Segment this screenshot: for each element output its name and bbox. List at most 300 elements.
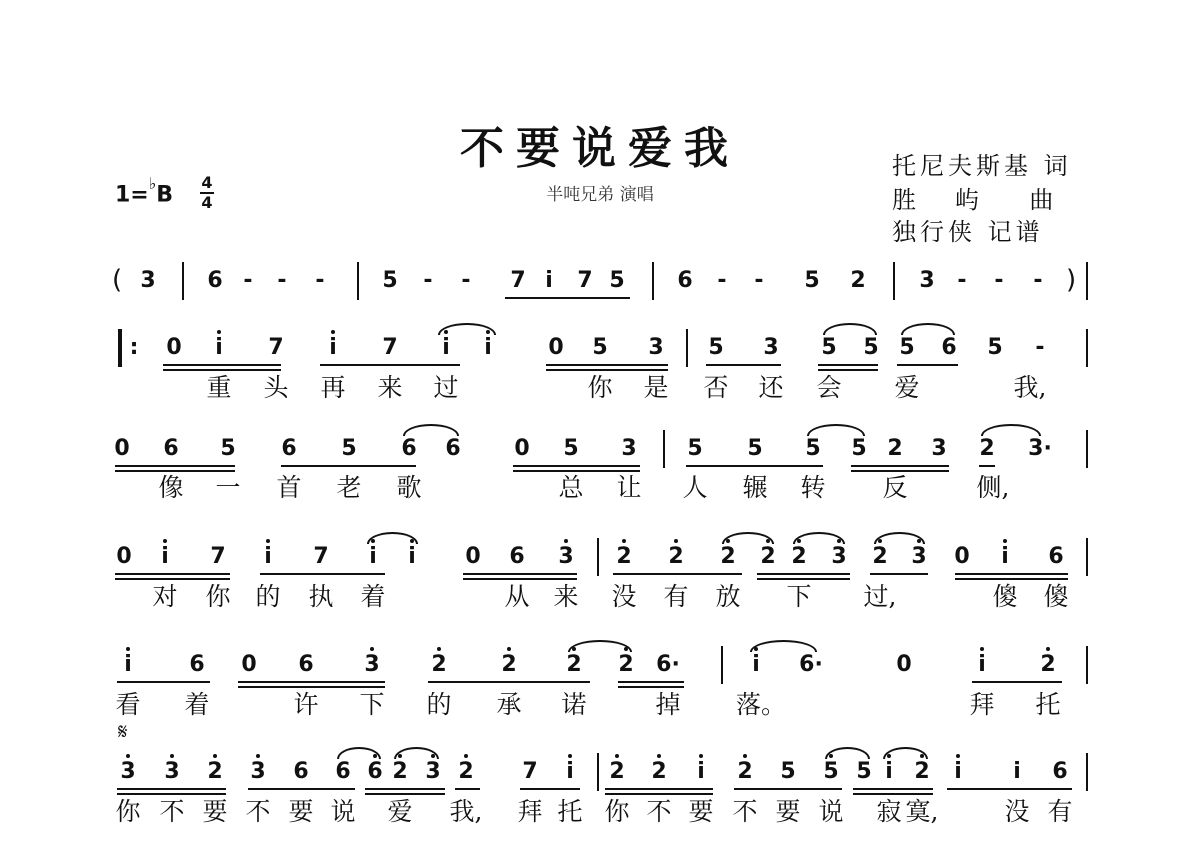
jianpu-note: 5 xyxy=(805,436,821,461)
lyric-syllable: 首 xyxy=(276,473,302,502)
duration-underline xyxy=(706,364,781,366)
lyric-syllable: 下 xyxy=(359,690,385,719)
jianpu-note: - xyxy=(243,268,253,293)
duration-underline xyxy=(818,369,878,371)
lyric-syllable: 没 xyxy=(1004,797,1030,826)
jianpu-note: 3 xyxy=(831,544,847,569)
barline xyxy=(182,262,184,300)
jianpu-note: 3 xyxy=(648,335,664,360)
lyric-syllable: 不 xyxy=(245,797,271,826)
lyric-syllable: 着 xyxy=(184,690,210,719)
tie-slur xyxy=(337,747,381,759)
duration-underline xyxy=(853,788,933,790)
duration-underline xyxy=(163,364,281,366)
lyric-syllable: 要 xyxy=(688,797,714,826)
duration-underline xyxy=(947,788,1072,790)
jianpu-note: 6 xyxy=(677,268,693,293)
duration-underline xyxy=(546,369,668,371)
jianpu-note: 0 xyxy=(166,335,182,360)
duration-underline xyxy=(618,686,684,688)
lyric-syllable: 要 xyxy=(202,797,228,826)
lyric-syllable: 要 xyxy=(775,797,801,826)
jianpu-note: 5 xyxy=(609,268,625,293)
tie-slur xyxy=(438,323,496,335)
jianpu-note: 6 xyxy=(1048,544,1064,569)
jianpu-note: 2 xyxy=(887,436,903,461)
octave-dot xyxy=(217,330,221,334)
barline xyxy=(1086,646,1088,684)
jianpu-note: 3· xyxy=(1028,436,1052,461)
jianpu-note: 3 xyxy=(558,544,574,569)
lyric-syllable: 是 xyxy=(643,373,669,402)
lyric-syllable: 过, xyxy=(863,582,897,611)
lyric-syllable: 我, xyxy=(449,797,483,826)
jianpu-note: 3 xyxy=(164,759,180,784)
repeat-dots: : xyxy=(129,335,139,360)
duration-underline xyxy=(238,681,385,683)
jianpu-note: 6 xyxy=(445,436,461,461)
jianpu-note: 5 xyxy=(851,436,867,461)
lyric-syllable: 总 xyxy=(558,473,584,502)
lyric-syllable: 你 xyxy=(604,797,630,826)
jianpu-note: 2 xyxy=(566,652,582,677)
octave-dot xyxy=(657,754,661,758)
duration-underline xyxy=(365,788,445,790)
tie-slur xyxy=(901,323,955,335)
barline xyxy=(893,262,895,300)
barline xyxy=(721,646,723,684)
duration-underline xyxy=(613,573,742,575)
duration-underline xyxy=(117,681,210,683)
lyric-syllable: 拜 xyxy=(969,690,995,719)
duration-underline xyxy=(281,465,416,467)
jianpu-note: 5 xyxy=(687,436,703,461)
jianpu-note: 3 xyxy=(621,436,637,461)
jianpu-note: 7 xyxy=(522,759,538,784)
jianpu-note: i xyxy=(484,335,492,360)
jianpu-note: 2 xyxy=(651,759,667,784)
jianpu-note: i xyxy=(545,268,553,293)
tie-slur xyxy=(367,532,418,544)
duration-underline xyxy=(853,793,933,795)
duration-underline xyxy=(428,681,590,683)
jianpu-note: 7 xyxy=(382,335,398,360)
duration-underline xyxy=(955,573,1068,575)
lyric-syllable: 不 xyxy=(732,797,758,826)
duration-underline xyxy=(851,465,949,467)
jianpu-note: 7 xyxy=(510,268,526,293)
lyric-syllable: 看 xyxy=(115,690,141,719)
jianpu-note: 2 xyxy=(616,544,632,569)
octave-dot xyxy=(568,754,572,758)
transcriber-credit: 独行侠 记谱 xyxy=(892,218,1044,246)
barline xyxy=(1086,329,1088,367)
duration-underline xyxy=(605,793,713,795)
jianpu-note: 3 xyxy=(364,652,380,677)
octave-dot xyxy=(956,754,960,758)
jianpu-note: 2 xyxy=(791,544,807,569)
duration-underline xyxy=(851,470,949,472)
duration-underline xyxy=(897,364,958,366)
duration-underline xyxy=(505,297,630,299)
jianpu-note: i xyxy=(264,544,272,569)
barline xyxy=(1086,262,1088,300)
jianpu-note: 6 xyxy=(941,335,957,360)
lyric-syllable: 来 xyxy=(377,373,403,402)
jianpu-note: 2 xyxy=(914,759,930,784)
duration-underline xyxy=(115,573,230,575)
jianpu-note: - xyxy=(1035,335,1045,360)
jianpu-note: 0 xyxy=(896,652,912,677)
lyric-syllable: 像 xyxy=(158,473,184,502)
lyric-syllable: 让 xyxy=(616,473,642,502)
lyric-syllable: 来 xyxy=(553,582,579,611)
jianpu-note: 5 xyxy=(821,335,837,360)
tie-slur xyxy=(750,640,817,652)
jianpu-note: i xyxy=(978,652,986,677)
jianpu-note: i xyxy=(885,759,893,784)
jianpu-note: 7 xyxy=(210,544,226,569)
lyric-syllable: 托 xyxy=(557,797,583,826)
song-title: 不要说爱我 xyxy=(460,123,740,174)
duration-underline xyxy=(463,573,577,575)
octave-dot xyxy=(507,647,511,651)
lyric-syllable: 一 xyxy=(215,473,241,502)
jianpu-note: i xyxy=(369,544,377,569)
duration-underline xyxy=(248,788,355,790)
jianpu-note: 6 xyxy=(367,759,383,784)
jianpu-note: i xyxy=(161,544,169,569)
jianpu-note: 3 xyxy=(763,335,779,360)
duration-underline xyxy=(163,369,281,371)
lyricist-credit: 托尼夫斯基 词 xyxy=(892,152,1072,180)
duration-underline xyxy=(686,465,823,467)
octave-dot xyxy=(564,539,568,543)
lyric-syllable: 你 xyxy=(205,582,231,611)
jianpu-note: - xyxy=(754,268,764,293)
jianpu-note: 3 xyxy=(425,759,441,784)
jianpu-note: 5 xyxy=(780,759,796,784)
intro-close-paren: ) xyxy=(1066,265,1077,295)
duration-underline xyxy=(870,573,928,575)
jianpu-note: - xyxy=(277,268,287,293)
duration-underline xyxy=(117,788,226,790)
jianpu-note: 5 xyxy=(592,335,608,360)
flat-sign: ♭ xyxy=(148,174,157,193)
jianpu-note: i xyxy=(1001,544,1009,569)
jianpu-note: i xyxy=(1013,759,1021,784)
time-sig-top: 4 xyxy=(201,173,213,192)
lyric-syllable: 有 xyxy=(663,582,689,611)
time-sig-bottom: 4 xyxy=(201,193,213,212)
lyric-syllable: 的 xyxy=(255,582,281,611)
jianpu-note: 5 xyxy=(747,436,763,461)
octave-dot xyxy=(213,754,217,758)
jianpu-note: i xyxy=(697,759,705,784)
jianpu-note: i xyxy=(752,652,760,677)
jianpu-note: 6 xyxy=(293,759,309,784)
lyric-syllable: 转 xyxy=(800,473,826,502)
jianpu-note: 2 xyxy=(207,759,223,784)
jianpu-note: 0 xyxy=(465,544,481,569)
jianpu-note: 5 xyxy=(899,335,915,360)
tie-slur xyxy=(874,532,925,544)
duration-underline xyxy=(818,364,878,366)
tie-slur xyxy=(807,424,865,436)
lyric-syllable: 的 xyxy=(426,690,452,719)
duration-underline xyxy=(320,364,460,366)
jianpu-note: i xyxy=(215,335,223,360)
duration-underline xyxy=(972,681,1062,683)
jianpu-note: 3 xyxy=(250,759,266,784)
tie-slur xyxy=(981,424,1041,436)
lyric-syllable: 没 xyxy=(611,582,637,611)
octave-dot xyxy=(170,754,174,758)
jianpu-note: - xyxy=(461,268,471,293)
octave-dot xyxy=(1003,539,1007,543)
jianpu-note: i xyxy=(329,335,337,360)
tie-slur xyxy=(825,747,870,759)
jianpu-note: 2 xyxy=(760,544,776,569)
jianpu-note: 3 xyxy=(911,544,927,569)
octave-dot xyxy=(163,539,167,543)
duration-underline xyxy=(463,578,577,580)
jianpu-note: 0 xyxy=(116,544,132,569)
duration-underline xyxy=(513,470,640,472)
lyric-syllable: 老 xyxy=(336,473,362,502)
duration-underline xyxy=(757,573,850,575)
jianpu-note: 2 xyxy=(737,759,753,784)
jianpu-note: 6 xyxy=(163,436,179,461)
barline xyxy=(597,753,599,791)
duration-underline xyxy=(365,793,445,795)
octave-dot xyxy=(743,754,747,758)
jianpu-note: 6 xyxy=(509,544,525,569)
jianpu-note: 2 xyxy=(668,544,684,569)
lyric-syllable: 有 xyxy=(1047,797,1073,826)
lyric-syllable: 会 xyxy=(816,373,842,402)
barline xyxy=(1086,753,1088,791)
barline xyxy=(597,538,599,576)
barline xyxy=(652,262,654,300)
tie-slur xyxy=(403,424,459,436)
jianpu-note: 5 xyxy=(708,335,724,360)
barline xyxy=(686,329,688,367)
lyric-syllable: 傻 xyxy=(1043,582,1069,611)
duration-underline xyxy=(734,788,842,790)
jianpu-note: 0 xyxy=(514,436,530,461)
octave-dot xyxy=(266,539,270,543)
jianpu-note: 5 xyxy=(987,335,1003,360)
jianpu-note: 6· xyxy=(656,652,680,677)
octave-dot xyxy=(622,539,626,543)
jianpu-note: 6 xyxy=(298,652,314,677)
jianpu-note: 2 xyxy=(720,544,736,569)
duration-underline xyxy=(117,793,226,795)
barline xyxy=(1086,538,1088,576)
jianpu-note: 2 xyxy=(609,759,625,784)
lyric-syllable: 头 xyxy=(263,373,289,402)
duration-underline xyxy=(115,465,235,467)
lyric-syllable: 从 xyxy=(504,582,530,611)
jianpu-note: 2 xyxy=(618,652,634,677)
jianpu-note: 6 xyxy=(1052,759,1068,784)
octave-dot xyxy=(980,647,984,651)
duration-underline xyxy=(513,465,640,467)
tie-slur xyxy=(568,640,632,652)
jianpu-note: 0 xyxy=(114,436,130,461)
tie-slur xyxy=(722,532,774,544)
lyric-syllable: 拜 xyxy=(517,797,543,826)
jianpu-note: 3 xyxy=(931,436,947,461)
jianpu-note: 2 xyxy=(850,268,866,293)
octave-dot xyxy=(699,754,703,758)
jianpu-note: 2 xyxy=(1040,652,1056,677)
jianpu-note: 6 xyxy=(207,268,223,293)
lyric-syllable: 侧, xyxy=(976,473,1010,502)
lyric-syllable: 再 xyxy=(320,373,346,402)
lyric-syllable: 爱 xyxy=(894,373,920,402)
duration-underline xyxy=(238,686,385,688)
lyric-syllable: 诺 xyxy=(561,690,587,719)
jianpu-note: 2 xyxy=(458,759,474,784)
jianpu-note: - xyxy=(994,268,1004,293)
jianpu-note: 7 xyxy=(268,335,284,360)
lyric-syllable: 着 xyxy=(360,582,386,611)
lyric-syllable: 不 xyxy=(159,797,185,826)
duration-underline xyxy=(955,578,1068,580)
octave-dot xyxy=(126,754,130,758)
lyric-syllable: 对 xyxy=(152,582,178,611)
octave-dot xyxy=(437,647,441,651)
jianpu-note: 6 xyxy=(401,436,417,461)
performer-line: 半吨兄弟 演唱 xyxy=(546,185,654,205)
jianpu-note: i xyxy=(124,652,132,677)
jianpu-note: 6 xyxy=(189,652,205,677)
octave-dot xyxy=(464,754,468,758)
duration-underline xyxy=(115,578,230,580)
duration-underline xyxy=(260,573,385,575)
jianpu-note: i xyxy=(566,759,574,784)
jianpu-note: 5 xyxy=(220,436,236,461)
lyric-syllable: 承 xyxy=(496,690,522,719)
jianpu-note: 5 xyxy=(804,268,820,293)
jianpu-note: 3 xyxy=(140,268,156,293)
lyric-syllable: 还 xyxy=(758,373,784,402)
octave-dot xyxy=(126,647,130,651)
lyric-syllable: 掉 xyxy=(655,690,681,719)
octave-dot xyxy=(1046,647,1050,651)
duration-underline xyxy=(757,578,850,580)
time-signature xyxy=(200,175,214,211)
jianpu-note: 5 xyxy=(382,268,398,293)
lyric-syllable: 托 xyxy=(1035,690,1061,719)
jianpu-note: - xyxy=(423,268,433,293)
duration-underline xyxy=(520,788,580,790)
key-signature: 1=♭B xyxy=(115,174,174,208)
barline xyxy=(1086,430,1088,468)
jianpu-note: 2 xyxy=(872,544,888,569)
lyric-syllable: 执 xyxy=(308,582,334,611)
jianpu-note: 2 xyxy=(979,436,995,461)
lyric-syllable: 我, xyxy=(1013,373,1047,402)
composer-credit: 胜 屿 曲 xyxy=(892,186,1058,214)
lyric-syllable: 放 xyxy=(715,582,741,611)
jianpu-note: 5 xyxy=(823,759,839,784)
octave-dot xyxy=(256,754,260,758)
tie-slur xyxy=(394,747,439,759)
lyric-syllable: 人 xyxy=(682,473,708,502)
lyric-syllable: 落。 xyxy=(736,690,787,719)
lyric-syllable: 不 xyxy=(646,797,672,826)
duration-underline xyxy=(618,681,684,683)
lyric-syllable: 寞, xyxy=(905,797,939,826)
lyric-syllable: 重 xyxy=(206,373,232,402)
lyric-syllable: 傻 xyxy=(992,582,1018,611)
barline xyxy=(663,430,665,468)
lyric-syllable: 寂 xyxy=(876,797,902,826)
jianpu-note: 6· xyxy=(799,652,823,677)
jianpu-note: 7 xyxy=(313,544,329,569)
duration-underline xyxy=(546,364,668,366)
jianpu-note: - xyxy=(1033,268,1043,293)
lyric-syllable: 你 xyxy=(115,797,141,826)
octave-dot xyxy=(615,754,619,758)
lyric-syllable: 许 xyxy=(293,690,319,719)
duration-underline xyxy=(115,470,235,472)
jianpu-note: 0 xyxy=(548,335,564,360)
jianpu-note: 0 xyxy=(241,652,257,677)
jianpu-note: - xyxy=(957,268,967,293)
jianpu-note: - xyxy=(315,268,325,293)
jianpu-note: 5 xyxy=(341,436,357,461)
octave-dot xyxy=(674,539,678,543)
barline xyxy=(357,262,359,300)
jianpu-note: i xyxy=(408,544,416,569)
tie-slur xyxy=(793,532,845,544)
lyric-syllable: 反 xyxy=(882,473,908,502)
jianpu-note: 2 xyxy=(431,652,447,677)
jianpu-note: 3 xyxy=(120,759,136,784)
jianpu-note: 6 xyxy=(335,759,351,784)
octave-dot xyxy=(331,330,335,334)
lyric-syllable: 下 xyxy=(786,582,812,611)
jianpu-note: 2 xyxy=(392,759,408,784)
jianpu-note: i xyxy=(954,759,962,784)
duration-underline xyxy=(455,788,480,790)
jianpu-note: i xyxy=(442,335,450,360)
intro-open-paren: ( xyxy=(112,265,123,295)
lyric-syllable: 否 xyxy=(703,373,729,402)
duration-underline xyxy=(979,465,995,467)
segno-sign: 𝄋 xyxy=(118,720,128,745)
lyric-syllable: 爱 xyxy=(387,797,413,826)
lyric-syllable: 你 xyxy=(587,373,613,402)
jianpu-note: - xyxy=(717,268,727,293)
tie-slur xyxy=(883,747,928,759)
duration-underline xyxy=(605,788,713,790)
lyric-syllable: 过 xyxy=(433,373,459,402)
jianpu-note: 7 xyxy=(577,268,593,293)
octave-dot xyxy=(370,647,374,651)
jianpu-note: 3 xyxy=(919,268,935,293)
jianpu-note: 5 xyxy=(856,759,872,784)
jianpu-note: 5 xyxy=(863,335,879,360)
lyric-syllable: 说 xyxy=(330,797,356,826)
lyric-syllable: 要 xyxy=(288,797,314,826)
jianpu-note: 2 xyxy=(501,652,517,677)
lyric-syllable: 歌 xyxy=(396,473,422,502)
